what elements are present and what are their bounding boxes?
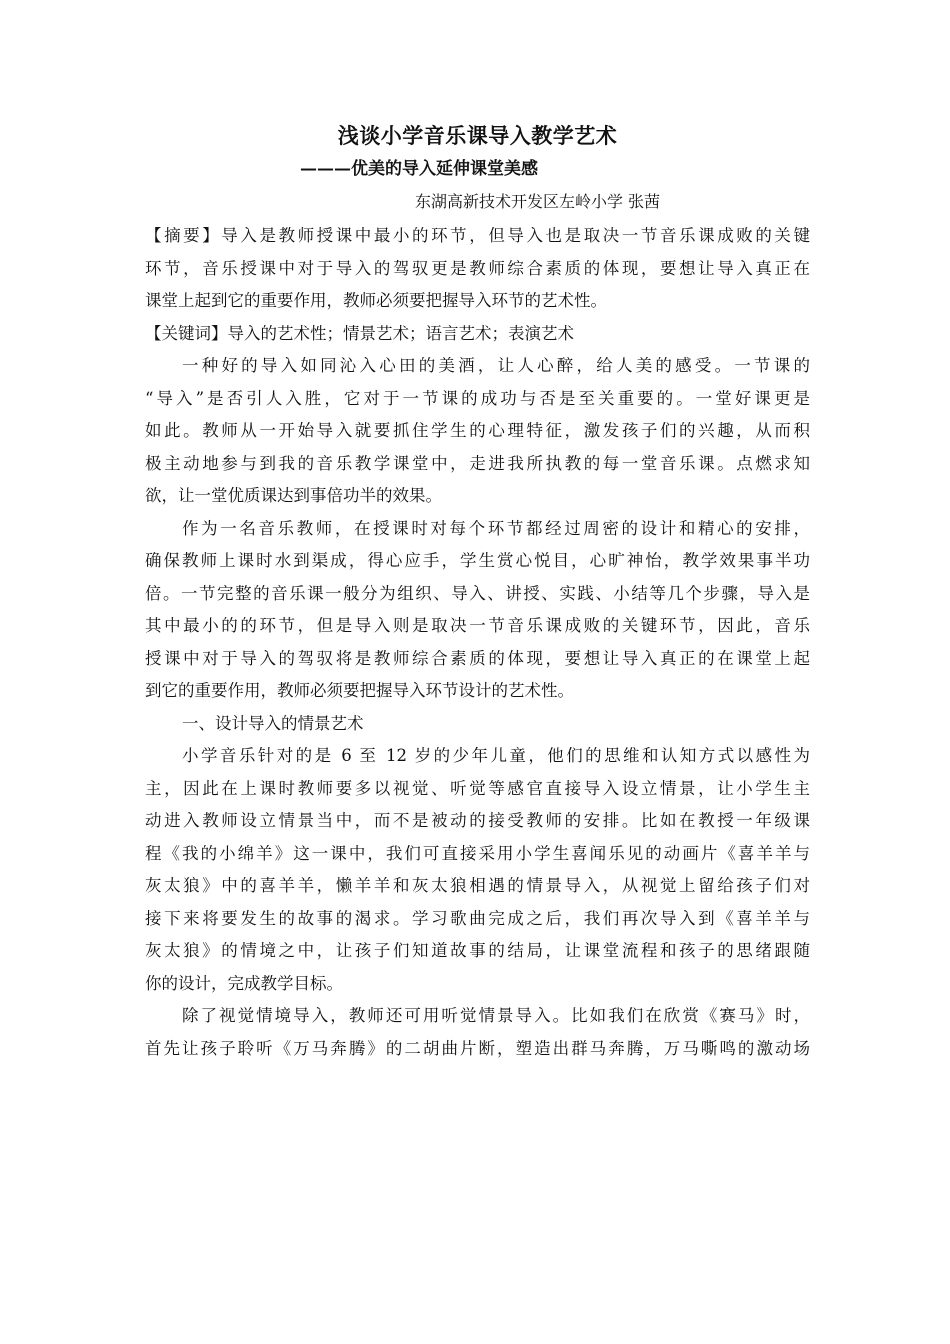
paragraph-line: 极主动地参与到我的音乐教学课堂中，走进我所执教的每一堂音乐课。点燃求知 (145, 453, 810, 473)
page-subtitle: ———优美的导入延伸课堂美感 (300, 159, 538, 179)
paragraph-line: 灰太狼》的情境之中，让孩子们知道故事的结局，让课堂流程和孩子的思绪跟随 (145, 941, 810, 960)
abstract-line: 环节，音乐授课中对于导入的驾驭更是教师综合素质的体现，要想让导入真正在 (145, 258, 810, 278)
paragraph-line: 小学音乐针对的是 6 至 12 岁的少年儿童，他们的思维和认知方式以感性为 (182, 746, 810, 765)
paragraph-line: 你的设计，完成教学目标。 (145, 973, 343, 993)
abstract-line: 课堂上起到它的重要作用，教师必须要把握导入环节的艺术性。 (145, 291, 607, 310)
paragraph-line: 灰太狼》中的喜羊羊，懒羊羊和灰太狼相遇的情景导入，从视觉上留给孩子们对 (145, 876, 810, 895)
abstract-paragraph (145, 220, 810, 318)
paragraph-line: 作为一名音乐教师，在授课时对每个环节都经过周密的设计和精心的安排， (182, 518, 810, 538)
paragraph-line: 倍。一节完整的音乐课一般分为组织、导入、讲授、实践、小结等几个步骤，导入是 (145, 583, 810, 603)
body-paragraph-4 (145, 1000, 810, 1065)
paragraph-line: 主，因此在上课时教师要多以视觉、听觉等感官直接导入设立情景，让小学生主 (145, 778, 810, 798)
paragraph-line: 首先让孩子聆听《万马奔腾》的二胡曲片断，塑造出群马奔腾，万马嘶鸣的激动场 (145, 1038, 810, 1058)
section-heading: 一、设计导入的情景艺术 (182, 713, 364, 733)
abstract-line: 【摘要】导入是教师授课中最小的环节，但导入也是取决一节音乐课成败的关键 (145, 226, 810, 245)
paragraph-line: 授课中对于导入的驾驭将是教师综合素质的体现，要想让导入真正的在课堂上起 (145, 648, 810, 668)
body-paragraph-1 (145, 350, 810, 513)
paragraph-line: 程《我的小绵羊》这一课中，我们可直接采用小学生喜闻乐见的动画片《喜羊羊与 (145, 843, 810, 863)
paragraph-line: 其中最小的的环节，但是导入则是取决一节音乐课成败的关键环节，因此，音乐 (145, 616, 810, 635)
keywords-line: 【关键词】导入的艺术性；情景艺术；语言艺术；表演艺术 (145, 323, 574, 343)
paragraph-line: 一种好的导入如同沁入心田的美酒，让人心醉，给人美的感受。一节课的 (182, 356, 810, 375)
paragraph-line: 如此。教师从一开始导入就要抓住学生的心理特征，激发孩子们的兴趣，从而积 (145, 421, 810, 440)
paragraph-line: 接下来将要发生的故事的渴求。学习歌曲完成之后，我们再次导入到《喜羊羊与 (145, 908, 810, 928)
paragraph-line: 确保教师上课时水到渠成，得心应手，学生赏心悦目，心旷神怡，教学效果事半功 (145, 551, 810, 570)
paragraph-line: 动进入教师设立情景当中，而不是被动的接受教师的安排。比如在教授一年级课 (145, 811, 810, 830)
paragraph-line: 除了视觉情境导入，教师还可用听觉情景导入。比如我们在欣赏《赛马》时， (182, 1006, 810, 1025)
page-title: 浅谈小学音乐课导入教学艺术 (337, 123, 618, 148)
paragraph-line: “导入”是否引人入胜，它对于一节课的成功与否是至关重要的。一堂好课更是 (145, 388, 810, 408)
paragraph-line: 欲，让一堂优质课达到事倍功半的效果。 (145, 486, 442, 505)
document-page (145, 118, 810, 1065)
author-line: 东湖高新技术开发区左岭小学 张茜 (414, 192, 661, 211)
body-paragraph-3 (145, 740, 810, 1000)
paragraph-line: 到它的重要作用，教师必须要把握导入环节设计的艺术性。 (145, 681, 574, 700)
body-paragraph-2 (145, 513, 810, 708)
